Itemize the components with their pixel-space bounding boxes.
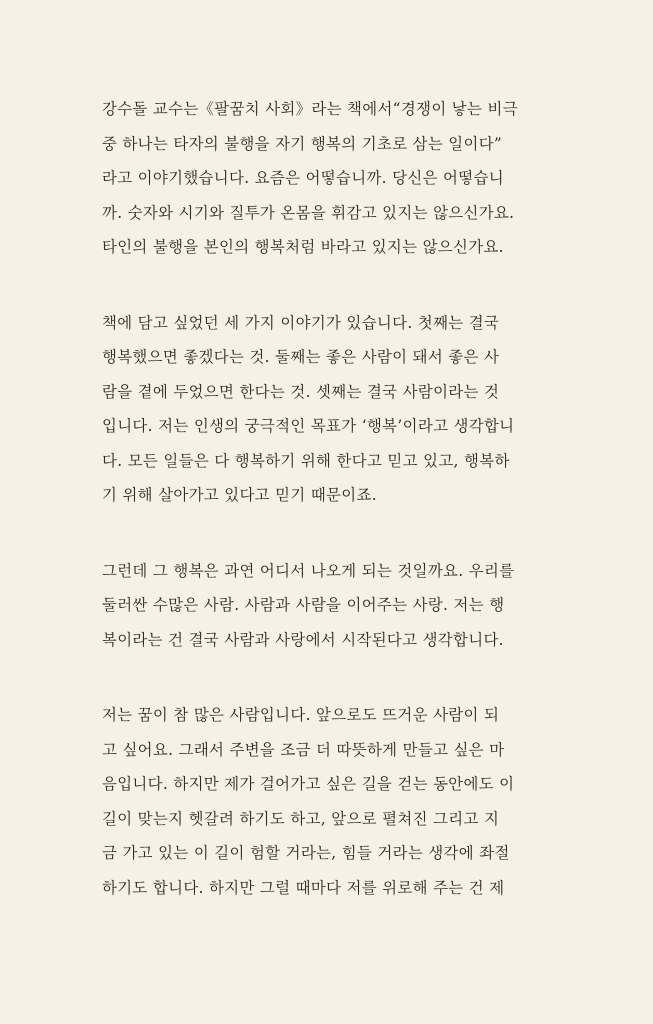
paragraph-3 <box>102 554 653 658</box>
text-line: 음입니다. 하지만 제가 걸어가고 싶은 길을 걷는 동안에도 이 <box>102 775 515 793</box>
text-line: 복이라는 건 결국 사람과 사랑에서 시작된다고 생각합니다. <box>102 630 504 649</box>
text-line: 고 싶어요. 그래서 주변을 조금 더 따뜻하게 만들고 싶은 마 <box>102 740 505 759</box>
text-line: 하기도 합니다. 하지만 그럴 때마다 저를 위로해 주는 건 제 <box>102 878 505 897</box>
text-line: 책에 담고 싶었던 세 가지 이야기가 있습니다. 첫째는 결국 <box>102 313 500 332</box>
paragraph-4 <box>102 698 653 905</box>
text-line: 중 하나는 타자의 불행을 자기 행복의 기초로 삼는 일이다” <box>102 134 503 153</box>
text-line: 길이 맞는지 헷갈려 하기도 하고, 앞으로 펼쳐진 그리고 지 <box>102 809 500 828</box>
text-line: 입니다. 저는 인생의 궁극적인 목표가 ‘행복’이라고 생각합니 <box>102 417 515 435</box>
paragraph-gap <box>102 265 653 306</box>
text-line: 라고 이야기했습니다. 요즘은 어떻습니까. 당신은 어떻습니 <box>102 169 504 187</box>
paragraph-2 <box>102 306 653 513</box>
paragraph-gap <box>102 513 653 554</box>
text-line: 금 가고 있는 이 길이 험할 거라는, 힘들 거라는 생각에 좌절 <box>102 844 510 862</box>
paragraph-gap <box>102 657 653 698</box>
text-line: 그런데 그 행복은 과연 어디서 나오게 되는 것일까요. 우리를 <box>102 561 515 580</box>
text-line: 람을 곁에 두었으면 한다는 것. 셋째는 결국 사람이라는 것 <box>102 382 500 401</box>
text-line: 까. 숫자와 시기와 질투가 온몸을 휘감고 있지는 않으신가요. <box>102 203 515 222</box>
text-line: 강수돌 교수는《팔꿈치 사회》라는 책에서“경쟁이 낳는 비극 <box>102 100 518 118</box>
text-line: 다. 모든 일들은 다 행복하기 위해 한다고 믿고 있고, 행복하 <box>102 451 510 470</box>
text-line: 타인의 불행을 본인의 행복처럼 바라고 있지는 않으신가요. <box>102 238 504 256</box>
paragraph-1 <box>102 92 653 265</box>
text-line: 기 위해 살아가고 있다고 믿기 때문이죠. <box>102 486 377 504</box>
text-line: 저는 꿈이 참 많은 사람입니다. 앞으로도 뜨거운 사람이 되 <box>102 706 500 724</box>
text-line: 행복했으면 좋겠다는 것. 둘째는 좋은 사람이 돼서 좋은 사 <box>102 348 500 366</box>
text-line: 둘러싼 수많은 사람. 사람과 사람을 이어주는 사랑. 저는 행 <box>102 596 505 614</box>
